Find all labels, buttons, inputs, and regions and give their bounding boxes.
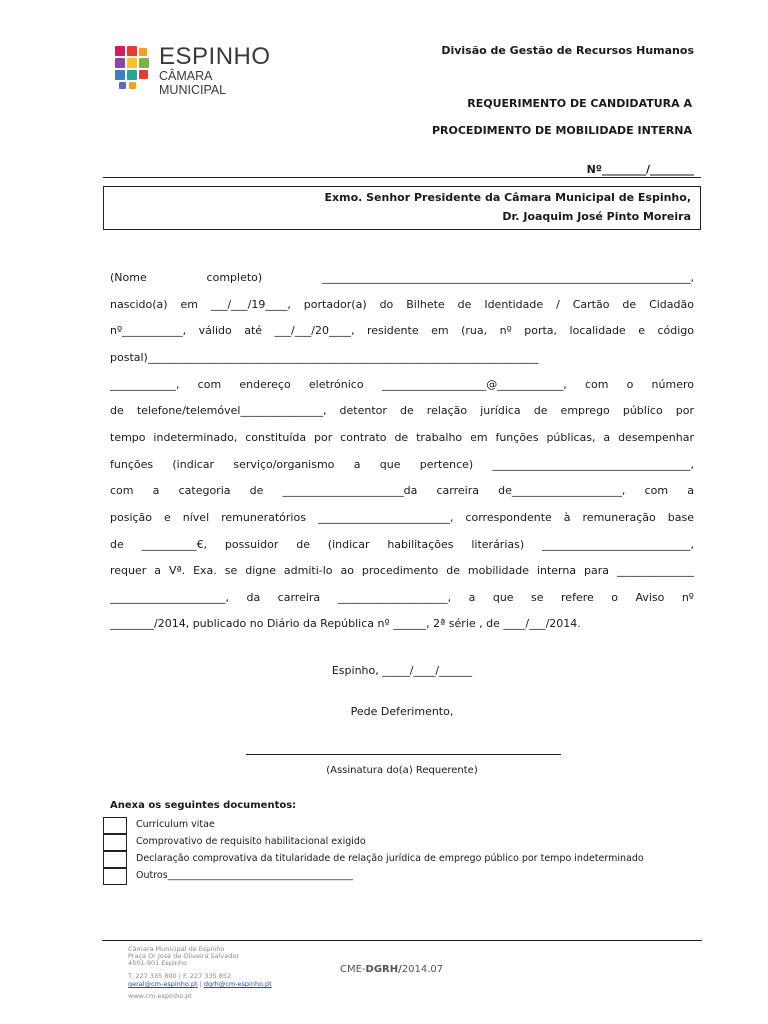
body-line: (Nome completo) ___________________________________________________________________, [110,271,694,284]
checkbox-declaracao[interactable] [103,851,127,868]
request-closing: Pede Deferimento, [350,705,454,718]
body-line: ____________, com endereço eletrónico ___________________@____________, com o número [110,378,694,391]
document-code [340,964,443,975]
annex-item [103,834,703,851]
footer-rule [102,940,702,941]
email-separator: | [197,980,204,988]
form-number: Nº________/________ [586,163,694,176]
annex-item-label: Outros_______________________________________ [136,870,353,881]
annex-item-label: Curriculum vitae [136,819,215,830]
annex-item-label: Declaração comprovativa da titularidade de relação jurídica de emprego público por tempo indeterminado [136,853,644,864]
addressee-line1: Exmo. Senhor Presidente da Câmara Municipal de Espinho, [324,191,691,204]
logo-name: ESPINHO [159,43,271,70]
addressee-line2: Dr. Joaquim José Pinto Moreira [502,210,691,223]
code-suffix: 2014.07 [401,964,444,975]
email-geral-link[interactable]: geral@cm-espinho.pt [128,980,198,988]
division-name: Divisão de Gestão de Recursos Humanos [441,44,694,57]
body-line: ________/2014, publicado no Diário da República nº ______, 2ª série , de ____/___/2014. [110,617,581,630]
checkbox-curriculum[interactable] [103,817,127,834]
email-dgrh-link[interactable]: dgrh@cm-espinho.pt [203,980,272,988]
body-line: funções (indicar serviço/organismo a que pertence) ____________________________________, [110,458,694,471]
checkbox-outros[interactable] [103,868,127,885]
body-line: posição e nível remuneratórios ________________________, correspondente à remuneração base [110,511,694,524]
body-line: de __________€, possuidor de (indicar habilitações literárias) ___________________________, [110,538,694,551]
body-line: nº___________, válido até ___/___/20____, residente em (rua, nº porta, localidade e código [110,324,694,337]
footer-website[interactable]: www.cm-espinho.pt [128,992,192,1000]
code-prefix: CME- [340,964,366,975]
checkbox-habilitacional[interactable] [103,834,127,851]
body-line: postal)_______________________________________________________________________ [110,351,539,364]
annex-item [103,817,703,834]
place-date: Espinho, _____/____/______ [331,664,473,677]
addressee-box [103,186,701,230]
body-line: tempo indeterminado, constituída por contrato de trabalho em funções públicas, a desempenhar [110,431,694,444]
signature-caption: (Assinatura do(a) Requerente) [326,765,478,776]
body-line: com a categoria de ______________________da carreira de____________________, com a [110,484,694,497]
annex-title: Anexa os seguintes documentos: [110,800,297,811]
form-title-line1: REQUERIMENTO DE CANDIDATURA A [467,97,692,110]
annex-item [103,868,703,885]
footer-phone: T. 227 335 800 | F. 227 335 852 [128,972,232,980]
camara-espinho-logo [113,43,273,97]
footer-address1: Praça Dr José de Oliveira Salvador [128,952,239,960]
footer-address2: 4501-901 Espinho [128,959,188,967]
body-line: nascido(a) em ___/___/19____, portador(a) do Bilhete de Identidade / Cartão de Cidadão [110,298,694,311]
logo-subtitle: CÂMARA MUNICIPAL [159,69,227,97]
header-rule [103,177,701,178]
code-bold: DGRH/ [365,964,402,975]
annex-item-label: Comprovativo de requisito habilitacional exigido [136,836,366,847]
body-line: _____________________, da carreira ____________________, a que se refere o Aviso nº [110,591,694,604]
annex-item [103,851,703,868]
signature-line [246,754,561,755]
body-line: requer a Vª. Exa. se digne admiti-lo ao procedimento de mobilidade interna para ______________ [110,564,694,577]
footer-emails [128,980,272,988]
logo-mosaic-icon [113,44,155,90]
body-line: de telefone/telemóvel_______________, detentor de relação jurídica de emprego público por [110,404,694,417]
form-title-line2: PROCEDIMENTO DE MOBILIDADE INTERNA [431,124,692,137]
footer-org: Câmara Municipal de Espinho [128,945,225,953]
